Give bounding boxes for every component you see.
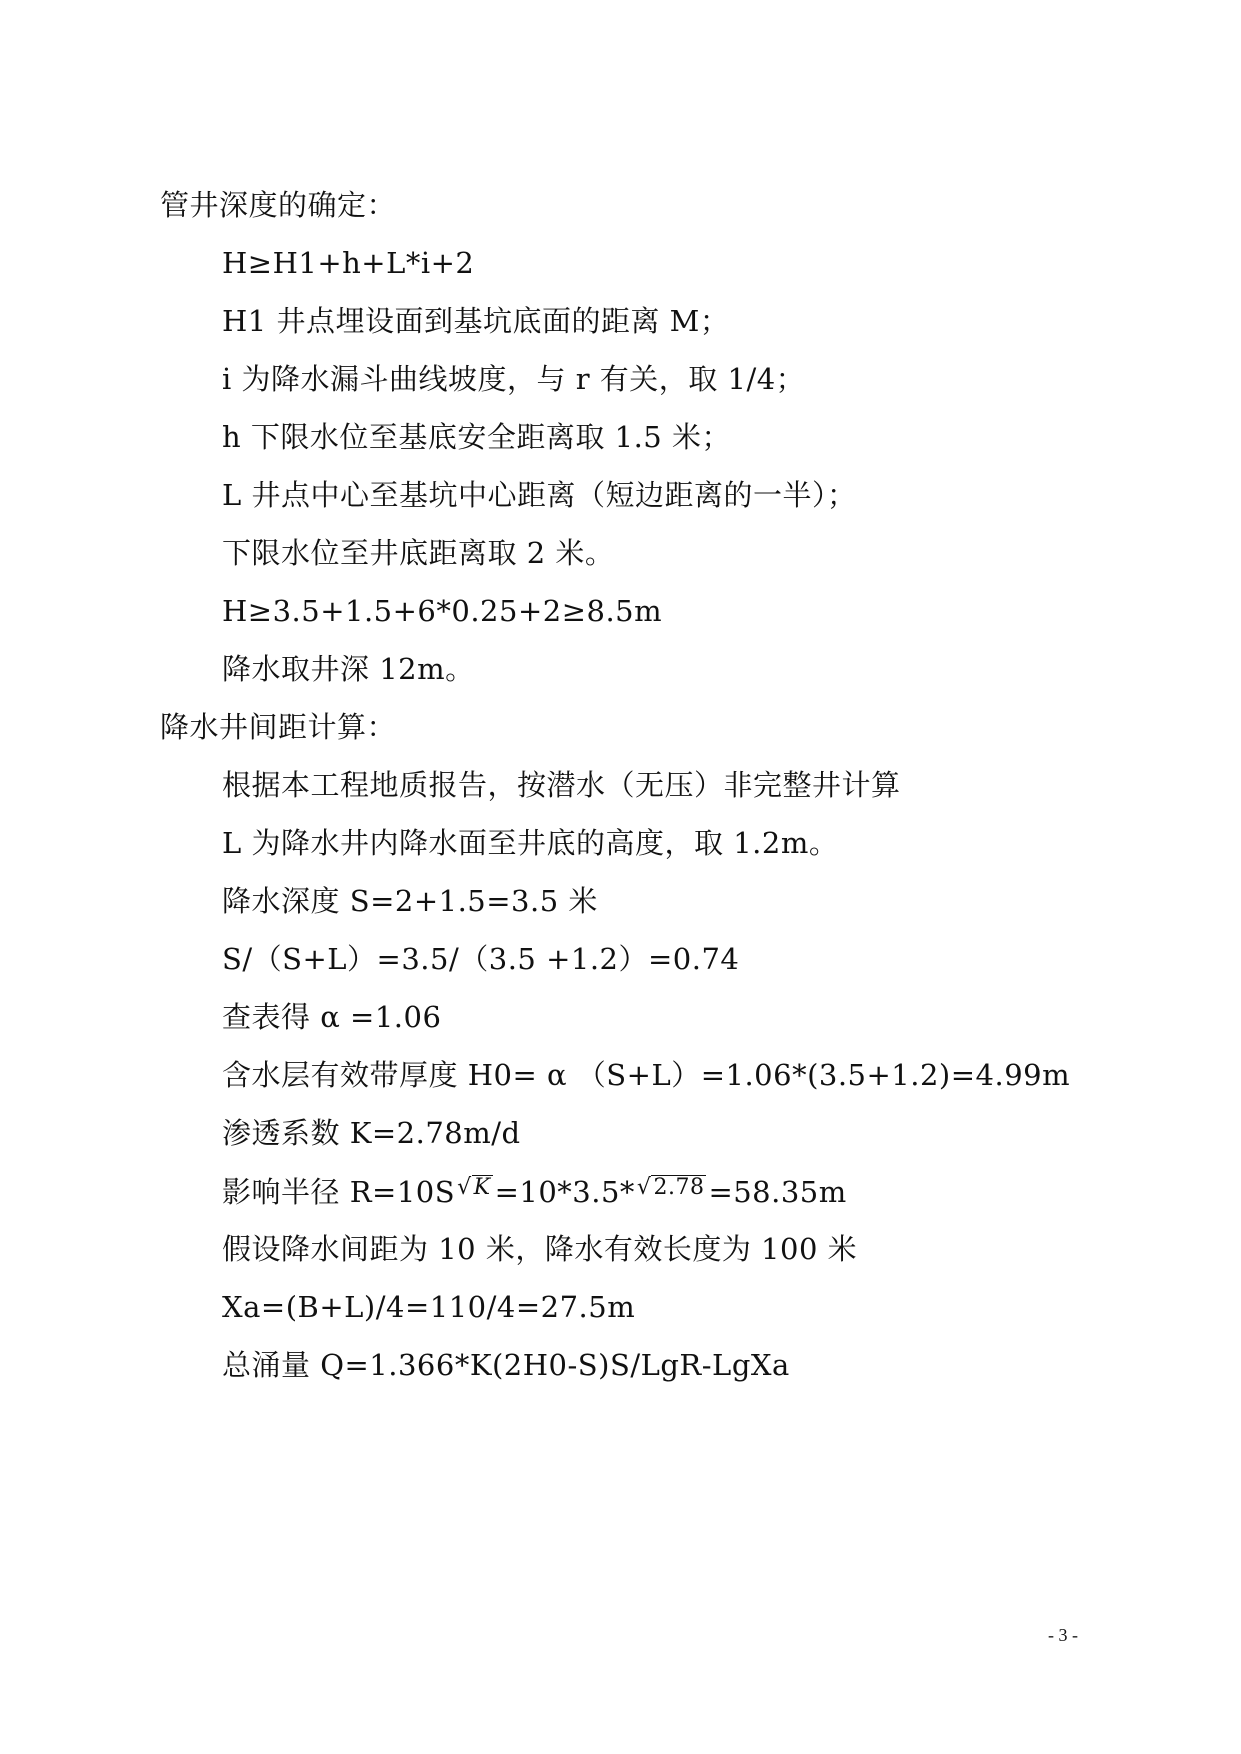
sqrt-k: √K (457, 1175, 491, 1200)
calc-ratio: S/（S+L）=3.5/（3.5 +1.2）=0.74 (222, 942, 740, 976)
basis-text: 根据本工程地质报告，按潜水（无压）非完整井计算 (222, 768, 901, 802)
radius-middle: =10*3.5* (494, 1175, 635, 1209)
calc-xa: Xa=(B+L)/4=110/4=27.5m (222, 1290, 636, 1324)
definition-bottom: 下限水位至井底距离取 2 米。 (222, 536, 615, 570)
definition-i: i 为降水漏斗曲线坡度，与 r 有关，取 1/4； (222, 362, 806, 396)
depth-result: 降水取井深 12m。 (222, 652, 475, 686)
assumption-spacing: 假设降水间距为 10 米，降水有效长度为 100 米 (222, 1232, 858, 1266)
calc-k: 渗透系数 K=2.78m/d (222, 1116, 521, 1150)
calc-q: 总涌量 Q=1.366*K(2H0-S)S/LgR-LgXa (222, 1348, 790, 1382)
definition-l: L 井点中心至基坑中心距离（短边距离的一半）； (222, 478, 857, 512)
calc-depth: H≥3.5+1.5+6*0.25+2≥8.5m (222, 594, 663, 628)
radius-prefix: 影响半径 R=10S (222, 1175, 456, 1209)
definition-h1: H1 井点埋设面到基坑底面的距离 M； (222, 304, 730, 338)
section-heading-spacing: 降水井间距计算： (160, 710, 397, 744)
calc-radius (222, 1175, 847, 1209)
radius-suffix: =58.35m (708, 1175, 847, 1209)
page-number: - 3 - (1048, 1625, 1078, 1645)
calc-s: 降水深度 S=2+1.5=3.5 米 (222, 884, 598, 918)
calc-h0: 含水层有效带厚度 H0= α （S+L）=1.06*(3.5+1.2)=4.99m (222, 1058, 1071, 1092)
definition-l2: L 为降水井内降水面至井底的高度，取 1.2m。 (222, 826, 839, 860)
sqrt-278: √2.78 (636, 1175, 705, 1200)
section-heading-well-depth: 管井深度的确定： (160, 188, 397, 222)
definition-h: h 下限水位至基底安全距离取 1.5 米； (222, 420, 731, 454)
lookup-alpha: 查表得 α =1.06 (222, 1000, 442, 1034)
formula-depth: H≥H1+h+L*i+2 (222, 246, 475, 280)
